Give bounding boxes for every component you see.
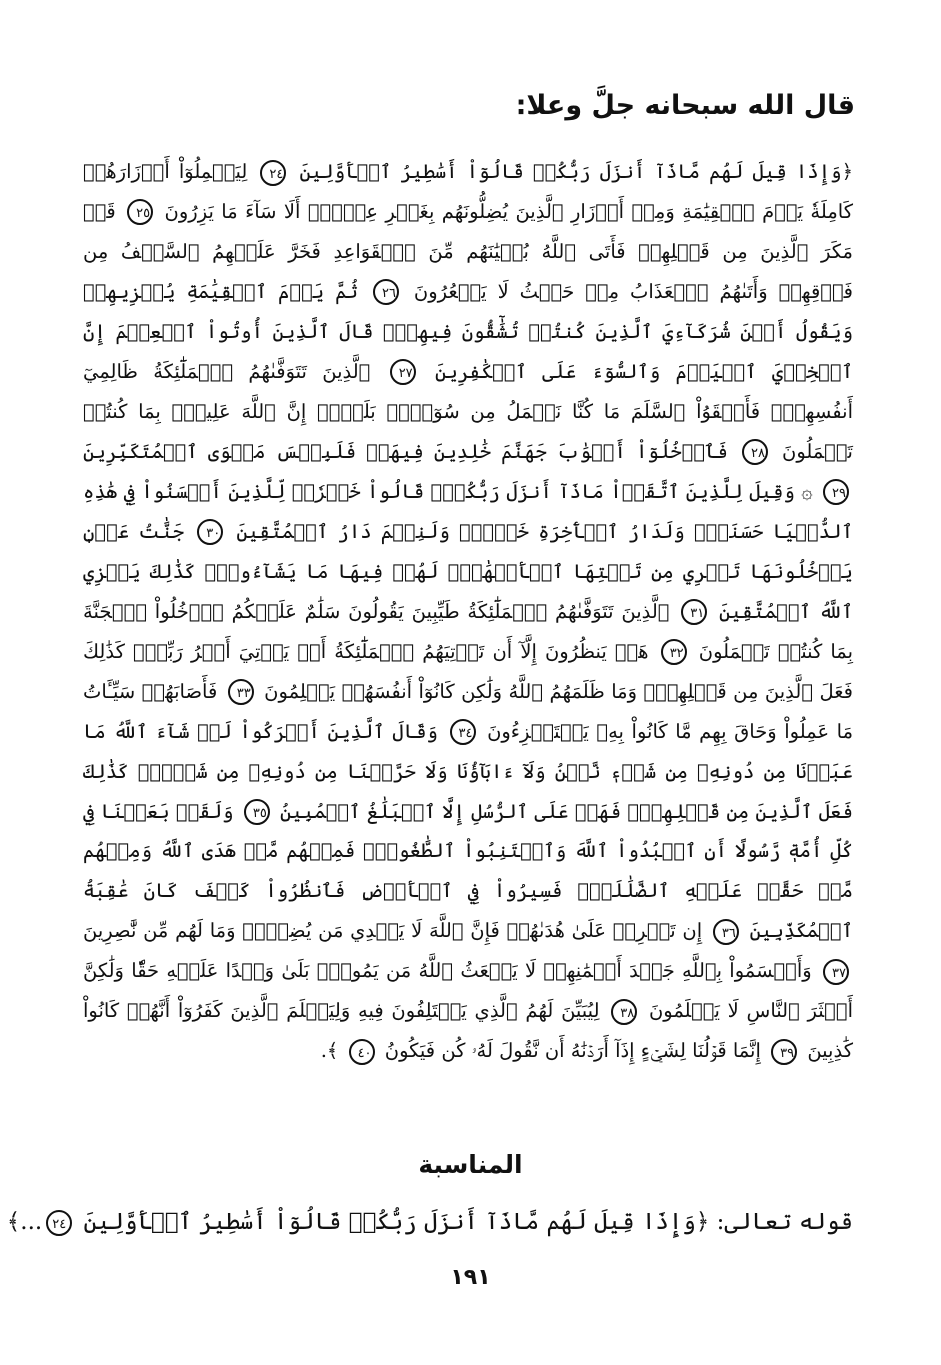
- ayah-number-marker: ٣٦: [713, 919, 739, 945]
- verse-text: ثُمَّ يَوۡمَ ٱلۡقِيَٰمَةِ يُخۡزِيهِمۡ وَيَقُولُ أَيۡنَ شُرَكَآءِيَ ٱلَّذِينَ كُنتُمۡ تُشَٰٓقُّونَ فِيهِمۡۚ قَالَ ٱلَّذِينَ أُوتُواْ ٱلۡعِلۡمَ إِنَّ ٱلۡخِزۡيَ ٱلۡيَوۡمَ وَٱلسُّوٓءَ عَلَى ٱلۡكَٰفِرِينَ: [83, 279, 853, 383]
- ayah-number-marker: ٣٨: [611, 999, 637, 1025]
- quote-lead: قوله تعالى:: [716, 1209, 853, 1235]
- ayah-number-marker: ٢٧: [390, 359, 416, 385]
- ayah-number-marker: ٢٥: [127, 199, 153, 225]
- page-heading: قال الله سبحانه جلَّ وعلا:: [515, 90, 855, 121]
- ayah-number-marker: ٣٥: [244, 799, 270, 825]
- ayah-number-marker: ٤٠: [349, 1039, 375, 1065]
- verse-text: إِنَّمَا قَوۡلُنَا لِشَيۡءٍ إِذَآ أَرَدۡنَٰهُ أَن نَّقُولَ لَهُۥ كُن فَيَكُونُ: [384, 1039, 761, 1063]
- verse-text: وَلَقَدۡ بَعَثۡنَا فِي كُلِّ أُمَّةٖ رَّسُولًا أَنِ ٱعۡبُدُواْ ٱللَّهَ وَٱجۡتَنِبُواْ ٱلطَّٰغُوتَۖ فَمِنۡهُم مَّنۡ هَدَى ٱللَّهُ وَمِنۡهُم مَّنۡ حَقَّتۡ عَلَيۡهِ ٱلضَّلَٰلَةُۚ فَسِيرُواْ فِي ٱلۡأَرۡضِ فَٱنظُرُواْ كَيۡفَ كَانَ عَٰقِبَةُ ٱلۡمُكَذِّبِينَ: [82, 799, 854, 943]
- page-number: ١٩١: [450, 1265, 491, 1290]
- ayah-number-marker: ٢٤: [260, 160, 286, 186]
- ayah-number-marker: ٣٤: [450, 719, 476, 745]
- verse-text: لِيُبَيِّنَ لَهُمُ ٱلَّذِي يَخۡتَلِفُونَ فِيهِ وَلِيَعۡلَمَ ٱلَّذِينَ كَفَرُوٓاْ أَنَّهُمۡ كَانُواْ كَٰذِبِينَ: [83, 999, 853, 1063]
- verse-text: ٱلَّذِينَ تَتَوَفَّىٰهُمُ ٱلۡمَلَٰٓئِكَةُ ظَالِمِيٓ أَنفُسِهِمۡۖ فَأَلۡقَوُاْ ٱلسَّلَمَ مَا كُنَّا نَعۡمَلُ مِن سُوٓءِۢۚ بَلَىٰٓۚ إِنَّ ٱللَّهَ عَلِيمُۢ بِمَا كُنتُمۡ تَعۡمَلُونَ: [83, 359, 853, 463]
- verse-text: ﴿وَإِذَا قِيلَ لَهُم مَّاذَآ أَنزَلَ رَبُّكُمۡ قَالُوٓاْ أَسَٰطِيرُ ٱلۡأَوَّلِينَ: [299, 160, 853, 183]
- verse-text: هَلۡ يَنظُرُونَ إِلَّآ أَن تَأۡتِيَهُمُ ٱلۡمَلَٰٓئِكَةُ أَوۡ يَأۡتِيَ أَمۡرُ رَبِّكَۚ كَذَٰلِكَ فَعَلَ ٱلَّذِينَ مِن قَبۡلِهِمۡۚ وَمَا ظَلَمَهُمُ ٱللَّهُ وَلَٰكِن كَانُوٓاْ أَنفُسَهُمۡ يَظۡلِمُونَ: [83, 639, 853, 703]
- ayah-number-marker: ٢٨: [742, 439, 768, 465]
- verse-text: إِن تَحۡرِصۡ عَلَىٰ هُدَىٰهُمۡ فَإِنَّ ٱللَّهَ لَا يَهۡدِي مَن يُضِلُّۖ وَمَا لَهُم مِّن نَّٰصِرِينَ: [83, 919, 703, 943]
- verse-text: ۞ وَقِيلَ لِلَّذِينَ ٱتَّقَوۡاْ مَاذَآ أَنزَلَ رَبُّكُمۡۚ قَالُواْ خَيۡرٗاۗ لِّلَّذِينَ أَحۡسَنُواْ فِي هَٰذِهِ ٱلدُّنۡيَا حَسَنَةٞۚ وَلَدَارُ ٱلۡأٓخِرَةِ خَيۡرٞۚ وَلَنِعۡمَ دَارُ ٱلۡمُتَّقِينَ: [83, 479, 853, 543]
- section-title: المناسبة: [418, 1150, 523, 1179]
- ayah-number-marker: ٣١: [681, 599, 707, 625]
- verse-text: وَقَالَ ٱلَّذِينَ أَشۡرَكُواْ لَوۡ شَآءَ ٱللَّهُ مَا عَبَدۡنَا مِن دُونِهِۦ مِن شَيۡءٖ نَّحۡنُ وَلَآ ءَابَآؤُنَا وَلَا حَرَّمۡنَا مِن دُونِهِۦ مِن شَيۡءٖۚ كَذَٰلِكَ فَعَلَ ٱلَّذِينَ مِن قَبۡلِهِمۡۚ فَهَلۡ عَلَى ٱلرُّسُلِ إِلَّا ٱلۡبَلَٰغُ ٱلۡمُبِينُ: [83, 719, 853, 823]
- verse-text: ٱلَّذِينَ تَتَوَفَّىٰهُمُ ٱلۡمَلَٰٓئِكَةُ طَيِّبِينَ يَقُولُونَ سَلَٰمٌ عَلَيۡكُمُ ٱدۡخُلُواْ ٱلۡجَنَّةَ بِمَا كُنتُمۡ تَعۡمَلُونَ: [83, 599, 854, 663]
- ayah-number-marker: ٣٢: [661, 639, 687, 665]
- quoted-verse-line: [6, 1200, 853, 1244]
- verse-text: وَأَقۡسَمُواْ بِٱللَّهِ جَهۡدَ أَيۡمَٰنِهِمۡ لَا يَبۡعَثُ ٱللَّهُ مَن يَمُوتُۚ بَلَىٰ وَعۡدًا عَلَيۡهِ حَقّٗا وَلَٰكِنَّ أَكۡثَرَ ٱلنَّاسِ لَا يَعۡلَمُونَ: [83, 959, 853, 1023]
- ayah-number-marker: ٣٣: [228, 679, 254, 705]
- ayah-number-marker: ٢٩: [823, 479, 849, 505]
- quote-text: ﴿وَإِذَا قِيلَ لَهُم مَّاذَآ أَنزَلَ رَبُّكُمۡ قَالُوٓاْ أَسَٰطِيرُ ٱلۡأَوَّلِينَ: [83, 1209, 710, 1235]
- verse-text: فَأَصَابَهُمۡ سَيِّـَٔاتُ مَا عَمِلُواْ وَحَاقَ بِهِم مَّا كَانُواْ بِهِۦ يَسۡتَهۡزِءُونَ: [83, 679, 854, 743]
- ayah-number-marker: ٢٤: [46, 1210, 72, 1236]
- verse-text: فَٱدۡخُلُوٓاْ أَبۡوَٰبَ جَهَنَّمَ خَٰلِدِينَ فِيهَاۖ فَلَبِئۡسَ مَثۡوَى ٱلۡمُتَكَبِّرِينَ: [83, 439, 728, 463]
- verse-text: قَدۡ مَكَرَ ٱلَّذِينَ مِن قَبۡلِهِمۡ فَأَتَى ٱللَّهُ بُنۡيَٰنَهُم مِّنَ ٱلۡقَوَاعِدِ فَخَرَّ عَلَيۡهِمُ ٱلسَّقۡفُ مِن فَوۡقِهِمۡ وَأَتَىٰهُمُ ٱلۡعَذَابُ مِنۡ حَيۡثُ لَا يَشۡعُرُونَ: [83, 199, 854, 303]
- ayah-number-marker: ٢٦: [373, 279, 399, 305]
- quote-tail: ...﴾: [6, 1209, 43, 1235]
- verse-text: جَنَّٰتُ عَدۡنٖ يَدۡخُلُونَهَا تَجۡرِي مِن تَحۡتِهَا ٱلۡأَنۡهَٰرُۖ لَهُمۡ فِيهَا مَا يَشَآءُونَۚ كَذَٰلِكَ يَجۡزِي ٱللَّهُ ٱلۡمُتَّقِينَ: [83, 519, 853, 623]
- verse-text: لِيَحۡمِلُوٓاْ أَوۡزَارَهُمۡ كَامِلَةٗ يَوۡمَ ٱلۡقِيَٰمَةِ وَمِنۡ أَوۡزَارِ ٱلَّذِينَ يُضِلُّونَهُم بِغَيۡرِ عِلۡمٍۗ أَلَا سَآءَ مَا يَزِرُونَ: [83, 160, 853, 223]
- quran-passage: [83, 152, 853, 1071]
- ayah-number-marker: ٣٩: [771, 1039, 797, 1065]
- verse-close: ﴾.: [320, 1039, 339, 1063]
- ayah-number-marker: ٣٠: [197, 519, 223, 545]
- ayah-number-marker: ٣٧: [823, 959, 849, 985]
